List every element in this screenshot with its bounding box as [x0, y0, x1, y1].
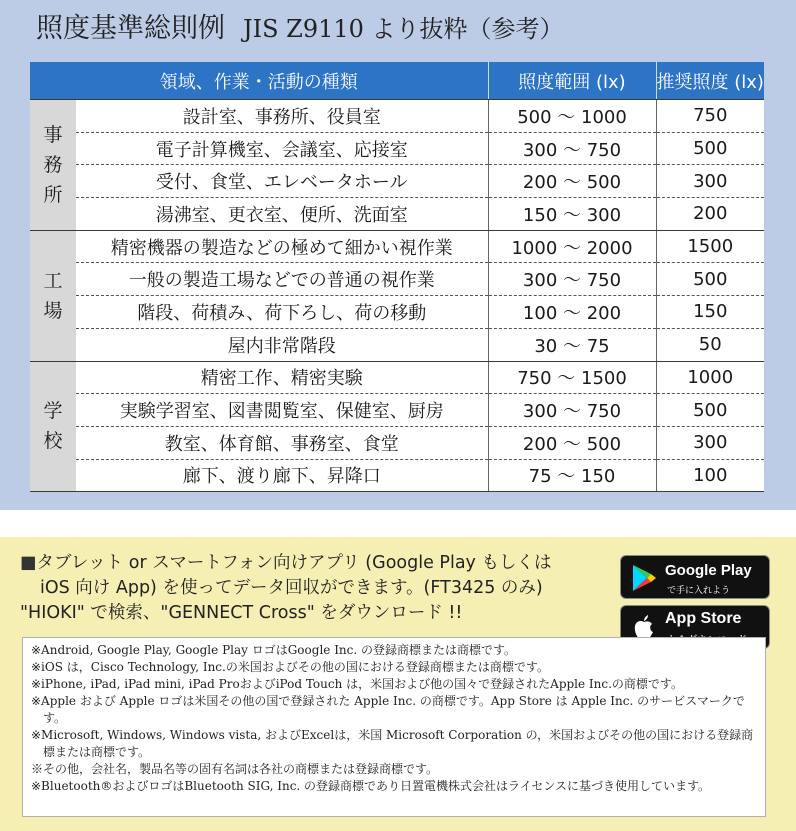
area-cell: 屋内非常階段 — [76, 328, 488, 361]
area-cell: 教室、体育館、事務室、食堂 — [76, 426, 488, 459]
table-row — [30, 296, 764, 329]
range-cell: 200 ～ 500 — [488, 165, 656, 198]
table-row — [30, 328, 764, 361]
area-cell: 精密工作、精密実験 — [76, 361, 488, 394]
table-row — [30, 100, 764, 133]
trademark-note: ※iOS は，Cisco Technology, Inc.の米国およびその他の国における登録商標または商標です。 — [31, 660, 549, 674]
category-char: 場 — [43, 299, 63, 322]
table-row — [30, 198, 764, 231]
category-cell — [30, 100, 76, 231]
range-cell: 75 ～ 150 — [488, 459, 656, 492]
category-char: 学 — [43, 400, 63, 423]
area-cell: 一般の製造工場などでの普通の視作業 — [76, 263, 488, 296]
table-row — [30, 361, 764, 394]
range-cell: 150 ～ 300 — [488, 198, 656, 231]
range-cell: 500 ～ 1000 — [488, 100, 656, 133]
range-cell: 300 ～ 750 — [488, 132, 656, 165]
area-cell: 受付、食堂、エレベータホール — [76, 165, 488, 198]
recommended-cell: 200 — [656, 198, 764, 231]
table-row — [30, 230, 764, 263]
page-title — [36, 6, 564, 50]
recommended-cell: 750 — [656, 100, 764, 133]
app-store-label: App Store — [665, 610, 742, 627]
category-char: 事 — [43, 123, 63, 146]
title-sub: JIS Z9110 より抜粋（参考） — [243, 15, 564, 43]
recommended-cell: 1500 — [656, 230, 764, 263]
category-cell — [30, 230, 76, 361]
header-recommended: 推奨照度 (lx) — [656, 62, 764, 100]
google-play-badge[interactable] — [620, 555, 770, 599]
table-header-row — [30, 62, 764, 100]
recommended-cell: 500 — [656, 132, 764, 165]
table-row — [30, 263, 764, 296]
range-cell: 300 ～ 750 — [488, 263, 656, 296]
trademark-note: ※Apple および Apple ロゴは米国その他の国で登録された Apple Inc. の商標です。App Store は Apple Inc. のサービスマークです。 — [31, 694, 745, 725]
table-row — [30, 132, 764, 165]
recommended-cell: 50 — [656, 328, 764, 361]
google-play-sublabel: で手に入れよう — [667, 586, 731, 596]
range-cell: 100 ～ 200 — [488, 296, 656, 329]
recommended-cell: 500 — [656, 394, 764, 427]
range-cell: 1000 ～ 2000 — [488, 230, 656, 263]
recommended-cell: 150 — [656, 296, 764, 329]
range-cell: 30 ～ 75 — [488, 328, 656, 361]
trademark-notes — [22, 637, 766, 817]
range-cell: 200 ～ 500 — [488, 426, 656, 459]
app-note — [20, 551, 610, 626]
title-main: 照度基準総則例 — [36, 13, 225, 44]
trademark-note: ※Android, Google Play, Google Play ロゴはGoogle Inc. の登録商標または商標です。 — [31, 643, 517, 657]
recommended-cell: 500 — [656, 263, 764, 296]
google-play-icon — [631, 564, 657, 592]
range-cell: 300 ～ 750 — [488, 394, 656, 427]
header-range: 照度範囲 (lx) — [488, 62, 656, 100]
app-note-line3: "HIOKI" で検索、"GENNECT Cross" をダウンロード !! — [20, 603, 463, 623]
area-cell: 湯沸室、更衣室、便所、洗面室 — [76, 198, 488, 231]
area-cell: 実験学習室、図書閲覧室、保健室、厨房 — [76, 394, 488, 427]
area-cell: 電子計算機室、会議室、応接室 — [76, 132, 488, 165]
table-row — [30, 394, 764, 427]
table-row — [30, 165, 764, 198]
category-char: 校 — [43, 430, 63, 453]
recommended-cell: 1000 — [656, 361, 764, 394]
recommended-cell: 100 — [656, 459, 764, 492]
category-char: 務 — [43, 153, 63, 176]
google-play-label: Google Play — [665, 562, 752, 579]
trademark-note: ※その他，会社名，製品名等の固有名詞は各社の商標または登録商標です。 — [31, 762, 439, 776]
area-cell: 設計室、事務所、役員室 — [76, 100, 488, 133]
table-row — [30, 426, 764, 459]
area-cell: 階段、荷積み、荷下ろし、荷の移動 — [76, 296, 488, 329]
app-note-line2: iOS 向け App) を使ってデータ回収ができます。(FT3425 のみ) — [40, 578, 543, 598]
trademark-note: ※iPhone, iPad, iPad mini, iPad ProおよびiPod Touch は，米国および他の国々で登録されたApple Inc.の商標です。 — [31, 677, 683, 691]
area-cell: 精密機器の製造などの極めて細かい視作業 — [76, 230, 488, 263]
category-cell — [30, 361, 76, 492]
recommended-cell: 300 — [656, 426, 764, 459]
trademark-note: ※Microsoft, Windows, Windows vista, およびExcelは，米国 Microsoft Corporation の，米国およびその他の国における登録商標または商標です。 — [31, 728, 754, 759]
illuminance-table — [30, 62, 764, 492]
bullet-mark: ■ — [20, 553, 37, 573]
table-body — [30, 100, 764, 492]
recommended-cell: 300 — [656, 165, 764, 198]
header-area: 領域、作業・活動の種類 — [30, 62, 488, 100]
table-row — [30, 459, 764, 492]
category-char: 所 — [43, 183, 63, 206]
trademark-note: ※Bluetooth®およびロゴはBluetooth SIG, Inc. の登録商標であり日置電機株式会社はライセンスに基づき使用しています。 — [31, 779, 711, 793]
app-info-panel — [0, 537, 796, 831]
range-cell: 750 ～ 1500 — [488, 361, 656, 394]
category-char: 工 — [43, 269, 63, 292]
area-cell: 廊下、渡り廊下、昇降口 — [76, 459, 488, 492]
app-note-line1: タブレット or スマートフォン向けアプリ (Google Play もしくは — [36, 553, 552, 573]
